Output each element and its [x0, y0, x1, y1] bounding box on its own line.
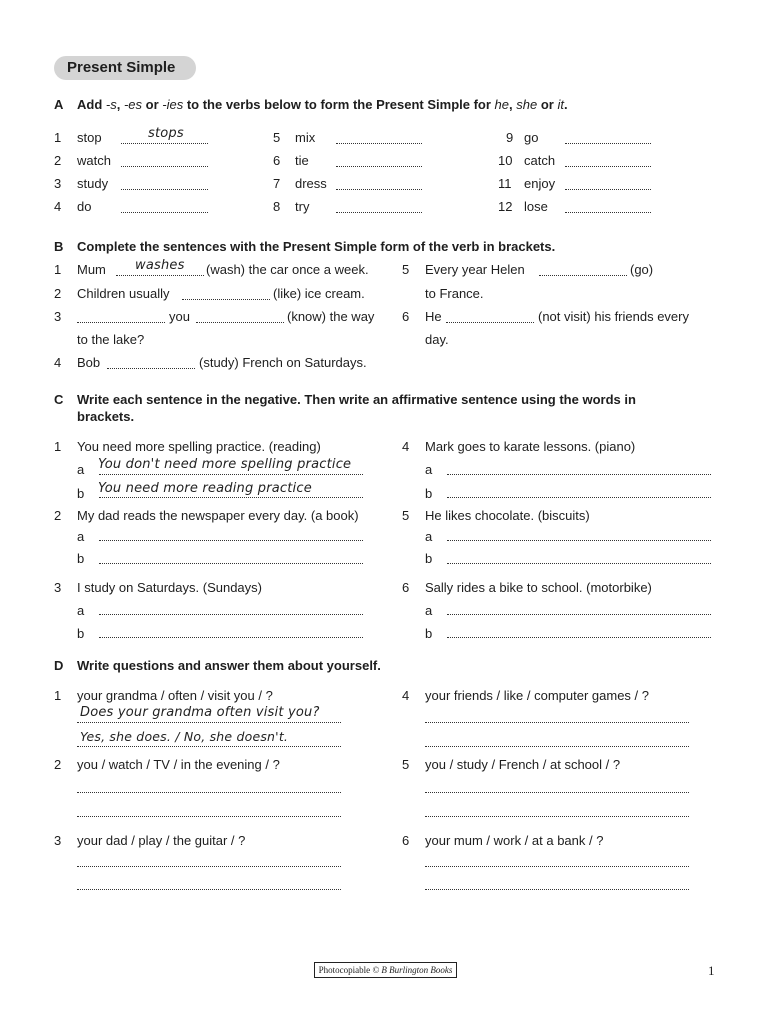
- answer-label-a: a: [77, 462, 85, 477]
- section-b-letter: B: [54, 239, 64, 254]
- sentence-text: He: [425, 309, 442, 324]
- answer-label-b: b: [77, 551, 85, 566]
- section-c-instruction: Write each sentence in the negative. Then write an affirmative sentence using the words in: [77, 392, 636, 407]
- prompt-text: your friends / like / computer games / ?: [425, 688, 649, 703]
- item-number: 6: [273, 153, 281, 168]
- answer-label-b: b: [425, 486, 433, 501]
- section-c-letter: C: [54, 392, 64, 407]
- verb-label: enjoy: [524, 176, 556, 191]
- item-number: 10: [498, 153, 513, 168]
- item-number: 1: [54, 262, 62, 277]
- answer-blank[interactable]: [336, 166, 422, 167]
- answer-blank[interactable]: [116, 275, 204, 276]
- item-number: 9: [506, 130, 514, 145]
- answer-line[interactable]: [99, 614, 363, 615]
- item-number: 3: [54, 580, 62, 595]
- handwritten-answer: You don't need more spelling practice: [98, 457, 352, 472]
- sentence-text: (like) ice cream.: [273, 286, 365, 301]
- sentence-text: Mark goes to karate lessons. (piano): [425, 439, 636, 454]
- item-number: 1: [54, 439, 62, 454]
- item-number: 4: [402, 439, 410, 454]
- item-number: 12: [498, 199, 513, 214]
- page-number: 1: [708, 963, 715, 978]
- item-number: 2: [54, 286, 62, 301]
- answer-blank[interactable]: [539, 275, 627, 276]
- prompt-text: you / watch / TV / in the evening / ?: [77, 757, 280, 772]
- item-number: 5: [273, 130, 281, 145]
- page-title: Present Simple: [67, 59, 176, 76]
- handwritten-answer: Yes, she does. / No, she doesn't.: [80, 729, 289, 744]
- verb-label: go: [524, 130, 539, 145]
- section-a-letter: A: [54, 97, 64, 112]
- answer-line[interactable]: [99, 540, 363, 541]
- item-number: 2: [54, 757, 62, 772]
- answer-line[interactable]: [425, 889, 689, 890]
- section-d-letter: D: [54, 658, 64, 673]
- verb-label: lose: [524, 199, 548, 214]
- item-number: 3: [54, 309, 62, 324]
- item-number: 7: [273, 176, 281, 191]
- answer-line[interactable]: [77, 792, 341, 793]
- verb-label: tie: [295, 153, 309, 168]
- verb-label: mix: [295, 130, 316, 145]
- answer-line[interactable]: [77, 889, 341, 890]
- section-a-instruction: Add -s, -es or -ies to the verbs below to form the Present Simple for he, she or it.: [77, 97, 568, 112]
- item-number: 1: [54, 130, 62, 145]
- answer-line[interactable]: [447, 540, 711, 541]
- answer-line[interactable]: [425, 722, 689, 723]
- answer-label-a: a: [425, 462, 433, 477]
- sentence-text: (know) the way: [287, 309, 375, 324]
- answer-line[interactable]: [447, 497, 711, 498]
- sentence-text: (wash) the car once a week.: [206, 262, 369, 277]
- section-c-instruction-cont: brackets.: [77, 409, 135, 424]
- answer-label-b: b: [425, 626, 433, 641]
- answer-line[interactable]: [425, 746, 689, 747]
- item-number: 4: [402, 688, 410, 703]
- sentence-text: to the lake?: [77, 332, 145, 347]
- answer-blank[interactable]: [446, 322, 534, 323]
- answer-blank[interactable]: [336, 212, 422, 213]
- handwritten-answer: washes: [135, 258, 185, 273]
- sentence-text: Bob: [77, 355, 101, 370]
- sentence-text: You need more spelling practice. (reading): [77, 439, 321, 454]
- answer-label-a: a: [77, 603, 85, 618]
- answer-blank[interactable]: [565, 212, 651, 213]
- handwritten-answer: You need more reading practice: [98, 481, 312, 496]
- item-number: 4: [54, 355, 62, 370]
- photocopiable-notice: Photocopiable © B Burlington Books: [314, 962, 457, 978]
- answer-line[interactable]: [99, 474, 363, 475]
- item-number: 5: [402, 508, 410, 523]
- verb-label: watch: [77, 153, 111, 168]
- answer-blank[interactable]: [336, 143, 422, 144]
- answer-line[interactable]: [77, 816, 341, 817]
- answer-label-b: b: [77, 626, 85, 641]
- answer-line[interactable]: [77, 746, 341, 747]
- handwritten-answer: stops: [148, 126, 184, 141]
- sentence-text: you: [169, 309, 190, 324]
- prompt-text: your mum / work / at a bank / ?: [425, 833, 604, 848]
- verb-label: dress: [295, 176, 327, 191]
- verb-label: catch: [524, 153, 556, 168]
- answer-blank[interactable]: [565, 143, 651, 144]
- prompt-text: your dad / play / the guitar / ?: [77, 833, 246, 848]
- answer-line[interactable]: [425, 792, 689, 793]
- answer-blank[interactable]: [77, 322, 165, 323]
- answer-line[interactable]: [77, 866, 341, 867]
- answer-line[interactable]: [447, 563, 711, 564]
- answer-label-a: a: [425, 603, 433, 618]
- item-number: 1: [54, 688, 62, 703]
- sentence-text: He likes chocolate. (biscuits): [425, 508, 590, 523]
- verb-label: do: [77, 199, 92, 214]
- answer-line[interactable]: [447, 637, 711, 638]
- answer-blank[interactable]: [565, 166, 651, 167]
- answer-blank[interactable]: [121, 212, 208, 213]
- verb-label: study: [77, 176, 109, 191]
- section-b-instruction: Complete the sentences with the Present Simple form of the verb in brackets.: [77, 239, 556, 254]
- answer-line[interactable]: [99, 637, 363, 638]
- verb-label: stop: [77, 130, 102, 145]
- sentence-text: Children usually: [77, 286, 170, 301]
- verb-label: try: [295, 199, 310, 214]
- item-number: 3: [54, 833, 62, 848]
- answer-line[interactable]: [425, 816, 689, 817]
- item-number: 2: [54, 508, 62, 523]
- item-number: 3: [54, 176, 62, 191]
- answer-line[interactable]: [447, 614, 711, 615]
- answer-blank[interactable]: [121, 143, 208, 144]
- sentence-text: Mum: [77, 262, 106, 277]
- sentence-text: day.: [425, 332, 449, 347]
- prompt-text: you / study / French / at school / ?: [425, 757, 621, 772]
- item-number: 2: [54, 153, 62, 168]
- answer-line[interactable]: [99, 563, 363, 564]
- item-number: 11: [498, 176, 512, 191]
- sentence-text: I study on Saturdays. (Sundays): [77, 580, 262, 595]
- item-number: 6: [402, 833, 410, 848]
- item-number: 4: [54, 199, 62, 214]
- answer-line[interactable]: [99, 497, 363, 498]
- answer-blank[interactable]: [121, 166, 208, 167]
- handwritten-answer: Does your grandma often visit you?: [80, 705, 320, 720]
- prompt-text: your grandma / often / visit you / ?: [77, 688, 273, 703]
- sentence-text: My dad reads the newspaper every day. (a book): [77, 508, 359, 523]
- item-number: 6: [402, 309, 410, 324]
- sentence-text: (go): [630, 262, 654, 277]
- sentence-text: Every year Helen: [425, 262, 525, 277]
- answer-label-b: b: [425, 551, 433, 566]
- item-number: 5: [402, 757, 410, 772]
- item-number: 5: [402, 262, 410, 277]
- answer-blank[interactable]: [107, 368, 195, 369]
- item-number: 8: [273, 199, 281, 214]
- answer-blank[interactable]: [182, 299, 270, 300]
- sentence-text: to France.: [425, 286, 484, 301]
- answer-label-a: a: [77, 529, 85, 544]
- answer-line[interactable]: [425, 866, 689, 867]
- sentence-text: Sally rides a bike to school. (motorbike): [425, 580, 652, 595]
- sentence-text: (study) French on Saturdays.: [199, 355, 367, 370]
- item-number: 6: [402, 580, 410, 595]
- answer-label-a: a: [425, 529, 433, 544]
- section-d-instruction: Write questions and answer them about yourself.: [77, 658, 381, 673]
- copyright-text: © B Burlington Books: [372, 965, 453, 975]
- answer-blank[interactable]: [336, 189, 422, 190]
- answer-line[interactable]: [447, 474, 711, 475]
- answer-blank[interactable]: [196, 322, 284, 323]
- answer-blank[interactable]: [565, 189, 651, 190]
- answer-line[interactable]: [77, 722, 341, 723]
- answer-blank[interactable]: [121, 189, 208, 190]
- sentence-text: (not visit) his friends every: [538, 309, 689, 324]
- answer-label-b: b: [77, 486, 85, 501]
